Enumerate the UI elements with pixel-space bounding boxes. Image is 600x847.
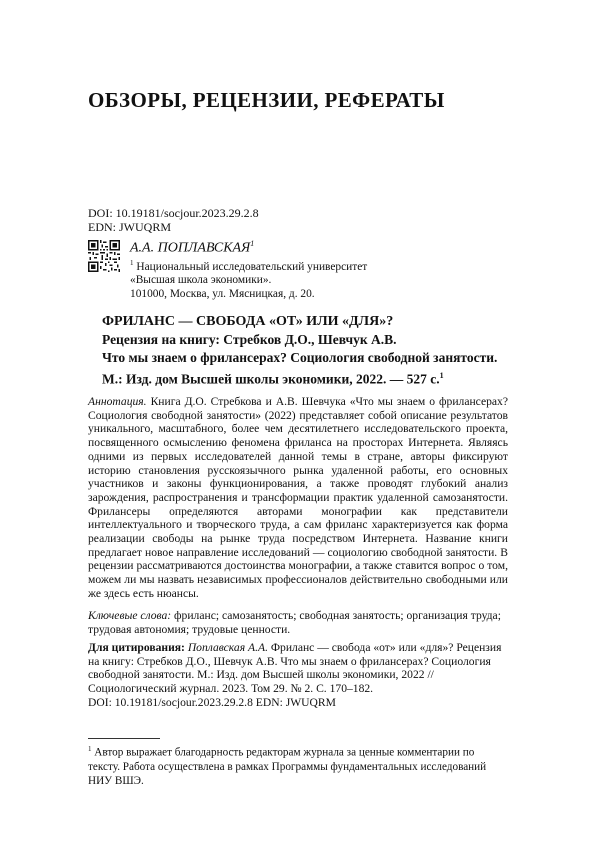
affiliation-marker: 1 xyxy=(130,259,134,267)
keywords xyxy=(88,609,508,636)
author-name: А.А. ПОПЛАВСКАЯ$^1$ xyxy=(130,239,255,256)
doi-line[interactable]: DOI: 10.19181/socjour.2023.29.2.8 xyxy=(88,206,259,220)
qr-code-icon[interactable] xyxy=(88,240,120,272)
citation-block xyxy=(88,641,508,710)
section-title: ОБЗОРЫ, РЕЦЕНЗИИ, РЕФЕРАТЫ xyxy=(88,88,445,112)
title-publisher-line: М.: Изд. дом Высшей школы экономики, 2022. — 527 с.$^1$ xyxy=(102,371,444,387)
title-footnote-marker: 1 xyxy=(439,371,444,380)
footnote-divider xyxy=(88,738,160,739)
title-book-line: Что мы знаем о фрилансерах? Социология свободной занятости. xyxy=(102,350,498,365)
footnote xyxy=(88,742,508,788)
author-footnote-marker: 1 xyxy=(250,239,255,248)
abstract-text: Книга Д.О. Стребкова и А.В. Шевчука «Что мы знаем о фрилансерах? Социология свободной занятости» (2022) представляет собой описание результатов уникального, масштабного, более чем десятилетнего исследовательского проекта, посвященного осмыслению феномена фриланса на просторах Интернета. Являясь одними из первых исследователей данной темы в стране, авторы фиксируют историю становления русскоязычного рынка удаленной работы, его основных участников и законы функционирования, а также проводят глубокий анализ зарождения, распространения и трансформации практик удаленной самозанятости. Фрилансеры определяются авторами монографии как представители интеллектуального и творческого труда, а сам фриланс характеризуется как форма реализации свободы на рынке труда посредством Интернета. Название книги предлагает новое направление исследований — социологию свободной занятости. В рецензии рассматриваются достоинства монографии, а также ставится вопрос о том, можем ли мы назвать независимых профессионалов действительно свободными или же здесь есть нюансы. xyxy=(88,395,508,600)
article-title xyxy=(102,313,542,389)
keywords-text: фриланс; самозанятость; свободная занятость; организация труда; трудовая автономия; трудовые ценности. xyxy=(88,609,501,636)
keywords-label: Ключевые слова: xyxy=(88,609,172,622)
footnote-marker: 1 xyxy=(88,745,92,753)
title-review-line: Рецензия на книгу: Стребков Д.О., Шевчук А.В. xyxy=(102,332,397,347)
author-affiliation: $^1$ Национальный исследовательский университет «Высшая школа экономики». 101000, Москва, ул. Мясницкая, д. 20. xyxy=(130,259,368,300)
citation-author: Поплавская А.А. xyxy=(187,641,268,654)
edn-line: EDN: JWUQRM xyxy=(88,220,171,234)
citation-doi[interactable]: DOI: 10.19181/socjour.2023.29.2.8 EDN: JWUQRM xyxy=(88,695,336,709)
article-identifiers xyxy=(88,206,259,234)
citation-label: Для цитирования: xyxy=(88,641,185,654)
abstract xyxy=(88,395,508,601)
footnote-text: Автор выражает благодарность редакторам журнала за ценные комментарии по тексту. Работа осуществлена в рамках Программы фундаментальных исследований НИУ ВШЭ. xyxy=(88,746,487,787)
abstract-label: Аннотация. xyxy=(88,395,147,408)
title-main: ФРИЛАНС — СВОБОДА «ОТ» ИЛИ «ДЛЯ»? xyxy=(102,314,394,329)
citation-text: Фриланс — свобода «от» или «для»? Рецензия на книгу: Стребков Д.О., Шевчук А.В. Что мы знаем о фрилансерах? Социология свободной занятости. М.: Изд. дом Высшей школы экономики, 2022 // Социологический журнал. 2023. Том 29. № 2. С. 170–182. xyxy=(88,641,502,696)
